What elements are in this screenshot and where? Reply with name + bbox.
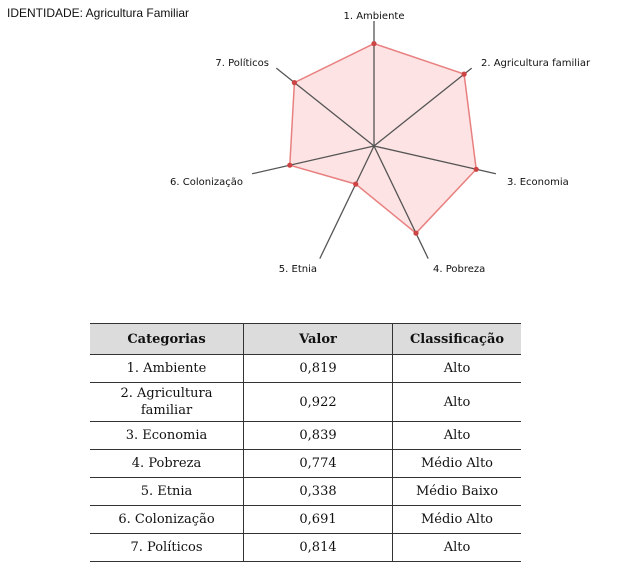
header-categorias: Categorias [90, 324, 244, 355]
axis-label: 2. Agricultura familiar [481, 58, 591, 69]
cell-value: 0,774 [244, 450, 393, 478]
data-point [474, 167, 479, 172]
table-row [90, 506, 521, 534]
cell-classification: Alto [393, 534, 522, 562]
axis-label: 6. Colonização [170, 177, 243, 188]
cell-value: 0,839 [244, 422, 393, 450]
cell-category: 5. Etnia [90, 478, 244, 506]
data-point [413, 231, 418, 236]
table-row [90, 422, 521, 450]
header-classificacao: Classificação [393, 324, 522, 355]
cell-classification: Médio Alto [393, 506, 522, 534]
cell-category: 2. Agricultura familiar [90, 383, 244, 422]
cell-value: 0,819 [244, 355, 393, 383]
cell-category: 1. Ambiente [90, 355, 244, 383]
table-header-row [90, 324, 521, 355]
table-row [90, 534, 521, 562]
cell-category: 3. Economia [90, 422, 244, 450]
table-row [90, 478, 521, 506]
cell-category: 6. Colonização [90, 506, 244, 534]
cell-value: 0,691 [244, 506, 393, 534]
axis-label: 1. Ambiente [343, 11, 405, 22]
cell-classification: Alto [393, 355, 522, 383]
table-row [90, 355, 521, 383]
axis-label: 3. Economia [507, 177, 569, 188]
header-valor: Valor [244, 324, 393, 355]
page-title: IDENTIDADE: Agricultura Familiar [7, 6, 190, 20]
cell-category: 4. Pobreza [90, 450, 244, 478]
axis-label: 5. Etnia [278, 264, 317, 275]
cell-value: 0,922 [244, 383, 393, 422]
axis-label: 7. Políticos [215, 58, 269, 69]
cell-classification: Alto [393, 422, 522, 450]
data-point [371, 41, 376, 46]
data-point [292, 80, 297, 85]
data-point [287, 163, 292, 168]
cell-classification: Médio Alto [393, 450, 522, 478]
data-point [462, 72, 467, 77]
table-row [90, 383, 521, 422]
table-row [90, 450, 521, 478]
axis-label: 4. Pobreza [433, 264, 486, 275]
cell-value: 0,814 [244, 534, 393, 562]
cell-classification: Alto [393, 383, 522, 422]
cell-category: 7. Políticos [90, 534, 244, 562]
cell-classification: Médio Baixo [393, 478, 522, 506]
results-table [90, 323, 521, 562]
cell-value: 0,338 [244, 478, 393, 506]
data-point [353, 182, 358, 187]
